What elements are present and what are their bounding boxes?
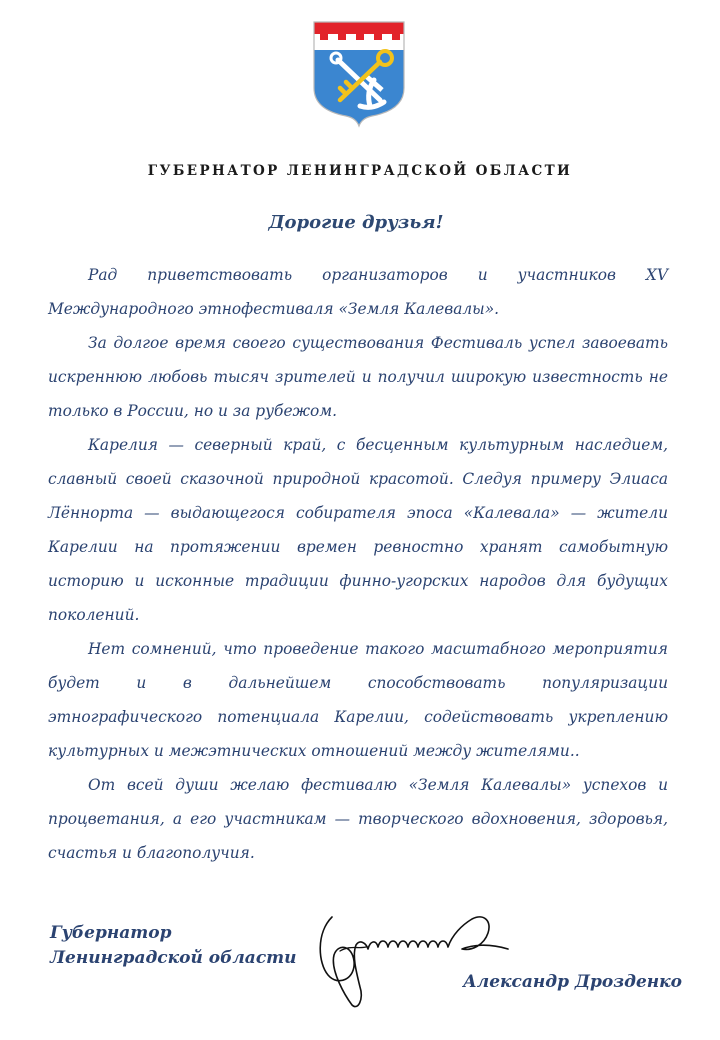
page-title: ГУБЕРНАТОР ЛЕНИНГРАДСКОЙ ОБЛАСТИ [147,163,573,179]
letter-paragraph: От всей души желаю фестивалю «Земля Калевалы» успехов и процветания, а его участникам — творческого вдохновения, здоровья, счастья и благополучия. [48,776,668,862]
letter-body [48,258,668,870]
signatory-title-line: Ленинградской области [50,948,297,968]
letter-paragraph: Карелия — северный край, с бесценным культурным наследием, славный своей сказочной природной красотой. Следуя примеру Элиаса Лённорта — выдающегося собирателя эпоса «Калевала» — жители Карелии на протяжении времен ревностно хранят самобытную историю и исконные традиции финно-угорских народов для будущих поколений. [48,436,668,624]
salutation: Дорогие друзья! [268,212,444,233]
handwritten-signature [312,905,522,1015]
signatory-title [50,921,330,971]
letter-paragraph: Рад приветствовать организаторов и участников XV Международного этнофестиваля «Земля Калевалы». [48,266,668,318]
letter-paragraph: Нет сомнений, что проведение такого масштабного мероприятия будет и в дальнейшем способствовать популяризации этнографического потенциала Карелии, содействовать укреплению культурных и межэтнических отношений между жителями.. [48,640,668,760]
letter-paragraph: За долгое время своего существования Фестиваль успел завоевать искреннюю любовь тысяч зрителей и получил широкую известность не только в России, но и за рубежом. [48,334,668,420]
signatory-title-line: Губернатор [50,923,172,943]
coat-of-arms-icon [310,18,408,130]
signatory-name: Александр Дрозденко [462,972,682,992]
